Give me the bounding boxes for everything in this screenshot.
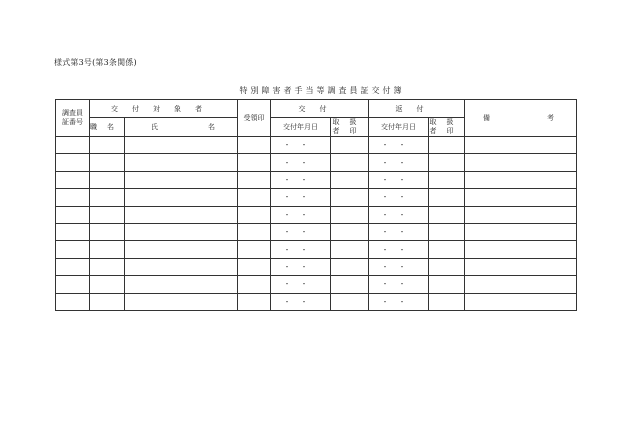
name-cell[interactable]	[125, 171, 238, 188]
receipt-seal-cell[interactable]	[238, 137, 271, 154]
return-date-cell[interactable]: ・・	[369, 206, 429, 223]
issue-date-cell[interactable]: ・・	[271, 154, 331, 171]
examiner-number-cell[interactable]	[56, 171, 90, 188]
issue-handler-cell[interactable]	[331, 189, 369, 206]
examiner-number-cell[interactable]	[56, 241, 90, 258]
examiner-number-header-line2: 証番号	[62, 118, 83, 126]
examiner-number-cell[interactable]	[56, 206, 90, 223]
return-handler-cell[interactable]	[429, 223, 465, 240]
name-label-last: 名	[208, 123, 215, 131]
return-date-cell[interactable]: ・・	[369, 171, 429, 188]
name-cell[interactable]	[125, 258, 238, 275]
remarks-label-a: 備	[483, 114, 490, 122]
occupation-cell[interactable]	[90, 206, 125, 223]
receipt-seal-cell[interactable]	[238, 258, 271, 275]
header-row-1	[56, 100, 577, 118]
examiner-number-cell[interactable]	[56, 276, 90, 293]
return-handler-cell[interactable]	[429, 258, 465, 275]
remarks-cell[interactable]	[465, 276, 577, 293]
remarks-cell[interactable]	[465, 206, 577, 223]
occupation-cell[interactable]	[90, 241, 125, 258]
return-handler-cell[interactable]	[429, 293, 465, 310]
name-header	[125, 118, 238, 137]
document-title: 特別障害者手当等調査員証交付簿	[239, 86, 405, 95]
examiner-number-cell[interactable]	[56, 258, 90, 275]
return-date-cell[interactable]: ・・	[369, 241, 429, 258]
receipt-seal-cell[interactable]	[238, 241, 271, 258]
examiner-number-header	[56, 100, 90, 137]
occupation-cell[interactable]	[90, 154, 125, 171]
return-handler-line2: 者印	[429, 127, 464, 135]
receipt-seal-cell[interactable]	[238, 171, 271, 188]
issue-handler-cell[interactable]	[331, 293, 369, 310]
name-cell[interactable]	[125, 293, 238, 310]
return-handler-cell[interactable]	[429, 171, 465, 188]
issue-date-cell[interactable]: ・・	[271, 137, 331, 154]
examiner-number-cell[interactable]	[56, 137, 90, 154]
return-date-cell[interactable]: ・・	[369, 154, 429, 171]
issue-date-cell[interactable]: ・・	[271, 223, 331, 240]
issue-date-header: 交付年月日	[271, 118, 331, 137]
issue-header	[271, 100, 369, 118]
table-row	[56, 293, 577, 310]
name-cell[interactable]	[125, 241, 238, 258]
occupation-header	[90, 118, 125, 137]
receipt-seal-cell[interactable]	[238, 189, 271, 206]
issue-label: 交付	[298, 104, 341, 113]
return-handler-cell[interactable]	[429, 154, 465, 171]
receipt-seal-cell[interactable]	[238, 154, 271, 171]
issue-handler-cell[interactable]	[331, 223, 369, 240]
occupation-cell[interactable]	[90, 189, 125, 206]
issue-date-cell[interactable]: ・・	[271, 293, 331, 310]
issue-handler-line1: 取扱	[332, 118, 367, 126]
remarks-cell[interactable]	[465, 137, 577, 154]
occupation-cell[interactable]	[90, 258, 125, 275]
occupation-cell[interactable]	[90, 137, 125, 154]
examiner-number-cell[interactable]	[56, 293, 90, 310]
occupation-cell[interactable]	[90, 223, 125, 240]
examiner-number-header-line1: 調査員	[62, 109, 83, 117]
table-row	[56, 276, 577, 293]
issue-target-label: 交付対象者	[111, 104, 216, 113]
remarks-cell[interactable]	[465, 258, 577, 275]
remarks-cell[interactable]	[465, 241, 577, 258]
issue-handler-header	[331, 118, 369, 137]
return-date-cell[interactable]: ・・	[369, 258, 429, 275]
issue-handler-line2: 者印	[332, 127, 367, 135]
return-date-cell[interactable]: ・・	[369, 137, 429, 154]
table-row	[56, 241, 577, 258]
table-row	[56, 223, 577, 240]
issue-handler-cell[interactable]	[331, 171, 369, 188]
return-date-cell[interactable]: ・・	[369, 293, 429, 310]
issue-handler-cell[interactable]	[331, 258, 369, 275]
examiner-number-cell[interactable]	[56, 154, 90, 171]
return-label: 返付	[395, 104, 438, 113]
table-row	[56, 171, 577, 188]
table-row	[56, 206, 577, 223]
return-header	[369, 100, 465, 118]
occupation-cell[interactable]	[90, 171, 125, 188]
return-handler-header	[429, 118, 465, 137]
return-handler-line1: 取扱	[429, 118, 464, 126]
name-cell[interactable]	[125, 137, 238, 154]
return-handler-cell[interactable]	[429, 189, 465, 206]
remarks-cell[interactable]	[465, 189, 577, 206]
issue-date-cell[interactable]: ・・	[271, 258, 331, 275]
name-cell[interactable]	[125, 206, 238, 223]
return-date-cell[interactable]: ・・	[369, 276, 429, 293]
remarks-cell[interactable]	[465, 171, 577, 188]
remarks-header	[465, 100, 577, 137]
occupation-cell[interactable]	[90, 293, 125, 310]
receipt-seal-cell[interactable]	[238, 293, 271, 310]
form-number: 様式第3号(第3条関係)	[54, 58, 137, 67]
issue-handler-cell[interactable]	[331, 241, 369, 258]
occupation-cell[interactable]	[90, 276, 125, 293]
receipt-seal-cell[interactable]	[238, 206, 271, 223]
issue-date-cell[interactable]: ・・	[271, 171, 331, 188]
return-date-header: 交付年月日	[369, 118, 429, 137]
issue-handler-cell[interactable]	[331, 154, 369, 171]
name-cell[interactable]	[125, 154, 238, 171]
return-date-cell[interactable]: ・・	[369, 223, 429, 240]
remarks-cell[interactable]	[465, 154, 577, 171]
return-handler-cell[interactable]	[429, 206, 465, 223]
receipt-seal-header: 受領印	[238, 100, 271, 137]
name-cell[interactable]	[125, 276, 238, 293]
return-handler-cell[interactable]	[429, 137, 465, 154]
table-row	[56, 189, 577, 206]
issue-date-cell[interactable]: ・・	[271, 276, 331, 293]
issue-date-cell[interactable]: ・・	[271, 189, 331, 206]
remarks-label-b: 考	[547, 114, 554, 122]
receipt-seal-cell[interactable]	[238, 276, 271, 293]
remarks-cell[interactable]	[465, 223, 577, 240]
issue-register-table	[55, 99, 577, 311]
return-handler-cell[interactable]	[429, 276, 465, 293]
issue-target-header	[90, 100, 238, 118]
issue-date-cell[interactable]: ・・	[271, 206, 331, 223]
table-row	[56, 154, 577, 171]
examiner-number-cell[interactable]	[56, 223, 90, 240]
receipt-seal-cell[interactable]	[238, 223, 271, 240]
return-date-cell[interactable]: ・・	[369, 189, 429, 206]
occupation-label: 職名	[90, 123, 124, 131]
table-row	[56, 258, 577, 275]
issue-date-cell[interactable]: ・・	[271, 241, 331, 258]
issue-handler-cell[interactable]	[331, 137, 369, 154]
table-row	[56, 137, 577, 154]
name-cell[interactable]	[125, 189, 238, 206]
issue-handler-cell[interactable]	[331, 206, 369, 223]
issue-handler-cell[interactable]	[331, 276, 369, 293]
register-body	[56, 100, 577, 311]
name-label-first: 氏	[151, 123, 158, 131]
remarks-cell[interactable]	[465, 293, 577, 310]
return-handler-cell[interactable]	[429, 241, 465, 258]
examiner-number-cell[interactable]	[56, 189, 90, 206]
name-cell[interactable]	[125, 223, 238, 240]
